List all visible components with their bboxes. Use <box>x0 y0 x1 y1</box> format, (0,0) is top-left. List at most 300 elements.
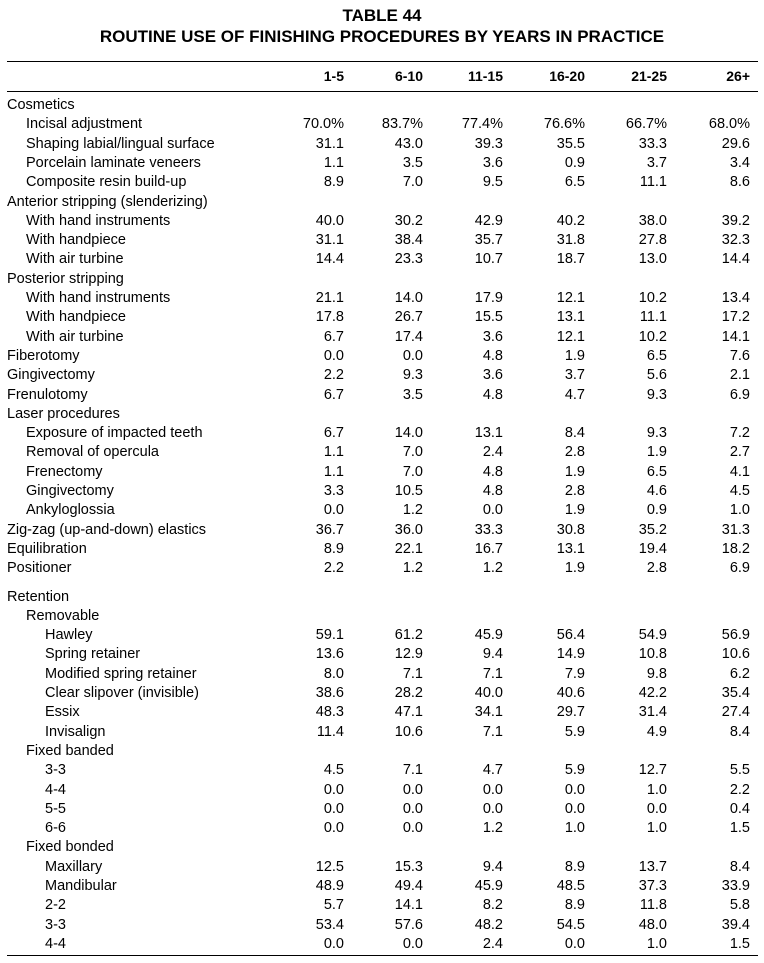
table-cell: 4.1 <box>729 463 750 480</box>
table-row <box>0 665 764 684</box>
table-row <box>0 935 764 954</box>
table-cell: 28.2 <box>394 685 423 701</box>
table-cell: 0.0 <box>323 800 344 817</box>
table-cell: 54.9 <box>638 627 667 644</box>
table-cell: 31.4 <box>638 704 667 721</box>
table-row <box>0 173 764 192</box>
table-cell: 2.2 <box>323 367 344 384</box>
table-cell: 9.8 <box>646 665 667 682</box>
table-cell: 0.0 <box>402 935 423 952</box>
table-cell: 4.5 <box>323 762 344 779</box>
table-cell: 21.1 <box>315 290 344 306</box>
table-cell: 14.0 <box>394 425 423 442</box>
table-cell: 9.3 <box>402 367 423 384</box>
table-cell: 37.3 <box>638 878 667 894</box>
table-cell: 15.5 <box>474 309 503 326</box>
table-cell: 4.7 <box>482 762 503 779</box>
table-cell: 29.7 <box>556 704 585 721</box>
table-cell: 35.2 <box>638 521 667 538</box>
table-cell: 6.7 <box>323 386 344 403</box>
table-cell: 1.0 <box>646 820 667 837</box>
table-cell: 6.9 <box>729 560 750 577</box>
table-cell: 4.8 <box>482 347 503 364</box>
table-cell: 7.1 <box>402 762 423 779</box>
table-cell: 56.9 <box>721 627 750 644</box>
table-cell: 3.5 <box>402 154 423 171</box>
table-cell: 0.0 <box>482 800 503 817</box>
row-label: Porcelain laminate veneers <box>26 154 201 171</box>
table-cell: 17.4 <box>394 328 423 345</box>
row-label: Incisal adjustment <box>26 116 143 133</box>
table-cell: 1.9 <box>564 347 585 364</box>
row-label: 5-5 <box>45 800 66 817</box>
row-label: With handpiece <box>26 232 126 249</box>
table-cell: 27.4 <box>721 704 750 721</box>
table-cell: 13.7 <box>638 858 667 875</box>
table-cell: 4.8 <box>482 463 503 480</box>
row-label: With hand instruments <box>26 212 171 229</box>
table-title: TABLE 44 <box>342 6 422 25</box>
table-cell: 7.0 <box>402 463 423 480</box>
table-cell: 48.0 <box>638 916 667 933</box>
table-row <box>0 212 764 231</box>
column-header-6-10: 6-10 <box>394 68 423 84</box>
table-cell: 9.4 <box>482 858 503 875</box>
table-cell: 12.7 <box>638 762 667 779</box>
table-row <box>0 540 764 559</box>
row-label: Ankyloglossia <box>26 502 115 519</box>
table-cell: 33.3 <box>638 135 667 152</box>
table-row <box>0 761 764 780</box>
table-cell: 7.2 <box>729 425 750 442</box>
table-cell: 13.0 <box>638 251 667 268</box>
table-cell: 3.5 <box>402 386 423 403</box>
row-label: With air turbine <box>26 251 124 268</box>
row-label: Composite resin build-up <box>26 174 187 191</box>
row-label: Essix <box>45 704 80 721</box>
table-cell: 0.0 <box>482 502 503 519</box>
table-cell: 77.4% <box>461 116 503 133</box>
column-header-21-25: 21-25 <box>631 68 667 84</box>
table-cell: 61.2 <box>394 627 423 644</box>
table-cell: 13.1 <box>556 540 585 557</box>
table-row <box>0 115 764 134</box>
table-cell: 30.8 <box>556 521 585 538</box>
table-row <box>0 443 764 462</box>
table-cell: 53.4 <box>315 916 344 933</box>
table-cell: 1.9 <box>564 502 585 519</box>
table-cell: 13.1 <box>556 309 585 326</box>
table-row <box>0 626 764 645</box>
table-cell: 5.8 <box>729 897 750 914</box>
table-cell: 0.0 <box>323 820 344 837</box>
table-cell: 0.4 <box>729 800 750 817</box>
row-label: Anterior stripping (slenderizing) <box>7 193 208 210</box>
table-cell: 70.0% <box>302 116 344 133</box>
table-cell: 4.5 <box>729 483 750 499</box>
row-label: Positioner <box>7 560 72 577</box>
table-row <box>0 154 764 173</box>
row-label: Cosmetics <box>7 97 75 113</box>
table-cell: 0.0 <box>323 502 344 519</box>
table-cell: 1.0 <box>646 781 667 798</box>
table-cell: 39.4 <box>721 916 750 933</box>
table-row <box>0 463 764 482</box>
table-cell: 0.0 <box>564 781 585 798</box>
table-cell: 3.6 <box>482 328 503 345</box>
table-cell: 31.3 <box>721 521 750 538</box>
table-cell: 10.6 <box>394 723 423 740</box>
table-cell: 32.3 <box>721 232 750 249</box>
table-cell: 2.8 <box>564 444 585 461</box>
table-cell: 45.9 <box>474 878 503 894</box>
row-label: 3-3 <box>45 762 66 779</box>
table-row <box>0 424 764 443</box>
table-cell: 7.1 <box>482 665 503 682</box>
table-cell: 1.2 <box>402 560 423 577</box>
row-label: Retention <box>7 588 70 605</box>
table-cell: 1.5 <box>729 935 750 952</box>
row-label: With hand instruments <box>26 290 171 306</box>
table-cell: 36.0 <box>394 521 423 538</box>
table-cell: 0.0 <box>646 800 667 817</box>
table-cell: 5.7 <box>323 897 344 914</box>
row-label: 6-6 <box>45 820 66 837</box>
table-cell: 8.4 <box>729 723 750 740</box>
table-row <box>0 135 764 154</box>
bottom-rule <box>7 955 758 956</box>
table-row <box>0 289 764 308</box>
table-cell: 5.6 <box>646 367 667 384</box>
row-label: Shaping labial/lingual surface <box>26 135 215 152</box>
table-cell: 31.1 <box>315 135 344 152</box>
table-cell: 1.9 <box>564 560 585 577</box>
table-cell: 17.8 <box>315 309 344 326</box>
table-cell: 47.1 <box>394 704 423 721</box>
row-label: Laser procedures <box>7 405 120 422</box>
table-row <box>0 521 764 540</box>
row-label: Zig-zag (up-and-down) elastics <box>7 521 207 538</box>
row-label: Frenulotomy <box>7 386 88 403</box>
table-cell: 18.7 <box>556 251 585 268</box>
table-cell: 29.6 <box>721 135 750 152</box>
table-cell: 1.2 <box>482 560 503 577</box>
table-cell: 2.2 <box>323 560 344 577</box>
table-cell: 0.0 <box>323 347 344 364</box>
table-cell: 18.2 <box>721 540 750 557</box>
table-row <box>0 347 764 366</box>
table-row <box>0 559 764 578</box>
table-cell: 2.8 <box>564 483 585 499</box>
table-row <box>0 838 764 857</box>
table-cell: 5.9 <box>564 762 585 779</box>
table-cell: 0.0 <box>402 781 423 798</box>
table-cell: 0.0 <box>482 781 503 798</box>
table-cell: 8.6 <box>729 174 750 191</box>
table-row <box>0 96 764 115</box>
table-row <box>0 308 764 327</box>
table-cell: 11.8 <box>639 897 667 914</box>
table-row <box>0 588 764 607</box>
table-cell: 38.6 <box>315 685 344 701</box>
table-cell: 12.5 <box>315 858 344 875</box>
table-cell: 1.2 <box>402 502 423 519</box>
row-label: Exposure of impacted teeth <box>26 425 203 442</box>
table-cell: 26.7 <box>394 309 423 326</box>
table-cell: 3.7 <box>646 154 667 171</box>
table-cell: 6.5 <box>564 174 585 191</box>
table-row <box>0 645 764 664</box>
table-cell: 2.4 <box>482 444 503 461</box>
table-cell: 0.0 <box>564 935 585 952</box>
table-row <box>0 916 764 935</box>
table-cell: 10.7 <box>474 251 503 268</box>
table-cell: 8.9 <box>564 858 585 875</box>
table-cell: 0.0 <box>564 800 585 817</box>
table-cell: 10.2 <box>638 328 667 345</box>
table-row <box>0 723 764 742</box>
table-row <box>0 781 764 800</box>
table-cell: 23.3 <box>394 251 423 268</box>
table-row <box>0 858 764 877</box>
table-cell: 6.5 <box>646 463 667 480</box>
row-label: Fixed banded <box>26 742 114 759</box>
row-label: Gingivectomy <box>7 367 95 384</box>
table-cell: 13.6 <box>315 646 344 663</box>
table-cell: 19.4 <box>638 540 667 557</box>
table-cell: 8.4 <box>729 858 750 875</box>
table-cell: 31.1 <box>315 232 344 249</box>
table-cell: 0.9 <box>564 154 585 171</box>
table-cell: 14.4 <box>315 251 344 268</box>
table-row <box>0 742 764 761</box>
row-label: Frenectomy <box>26 463 103 480</box>
row-label: Mandibular <box>45 878 117 894</box>
table-cell: 4.7 <box>564 386 585 403</box>
row-label: With air turbine <box>26 328 124 345</box>
table-cell: 11.1 <box>639 309 667 326</box>
row-label: 4-4 <box>45 935 66 952</box>
table-cell: 35.5 <box>556 135 585 152</box>
table-cell: 2.7 <box>729 444 750 461</box>
table-cell: 40.0 <box>474 685 503 701</box>
table-cell: 6.7 <box>323 425 344 442</box>
table-cell: 6.2 <box>729 665 750 682</box>
table-cell: 43.0 <box>394 135 423 152</box>
row-label: Posterior stripping <box>7 270 124 287</box>
table-cell: 39.3 <box>474 135 503 152</box>
table-cell: 9.3 <box>646 425 667 442</box>
table-row <box>0 366 764 385</box>
table-cell: 12.9 <box>394 646 423 663</box>
table-cell: 16.7 <box>474 540 503 557</box>
table-row <box>0 193 764 212</box>
table-cell: 48.2 <box>474 916 503 933</box>
table-cell: 12.1 <box>556 290 585 306</box>
table-cell: 7.9 <box>564 665 585 682</box>
table-cell: 4.8 <box>482 483 503 499</box>
table-cell: 3.4 <box>729 154 750 171</box>
row-label: 3-3 <box>45 916 66 933</box>
table-cell: 4.8 <box>482 386 503 403</box>
table-row <box>0 328 764 347</box>
table-cell: 30.2 <box>394 212 423 229</box>
table-cell: 7.1 <box>482 723 503 740</box>
table-cell: 9.5 <box>482 174 503 191</box>
table-cell: 40.0 <box>315 212 344 229</box>
table-cell: 9.4 <box>482 646 503 663</box>
table-cell: 1.2 <box>482 820 503 837</box>
table-cell: 8.0 <box>323 665 344 682</box>
table-cell: 83.7% <box>381 116 423 133</box>
table-row <box>0 231 764 250</box>
table-row <box>0 819 764 838</box>
table-cell: 22.1 <box>394 540 423 557</box>
table-cell: 3.6 <box>482 154 503 171</box>
table-cell: 17.9 <box>474 290 503 306</box>
table-cell: 8.9 <box>323 174 344 191</box>
table-cell: 76.6% <box>543 116 585 133</box>
row-label: Modified spring retainer <box>45 665 197 682</box>
table-row <box>0 684 764 703</box>
table-cell: 10.8 <box>638 646 667 663</box>
table-cell: 8.4 <box>564 425 585 442</box>
column-header-16-20: 16-20 <box>549 68 585 84</box>
table-cell: 10.5 <box>394 483 423 499</box>
table-cell: 7.0 <box>402 174 423 191</box>
column-header-26-plus: 26+ <box>726 68 750 84</box>
table-cell: 31.8 <box>556 232 585 249</box>
row-label: Fiberotomy <box>7 347 80 364</box>
table-cell: 14.9 <box>556 646 585 663</box>
table-cell: 1.0 <box>646 935 667 952</box>
row-label: Maxillary <box>45 858 103 875</box>
table-cell: 4.9 <box>646 723 667 740</box>
table-cell: 5.5 <box>729 762 750 779</box>
table-cell: 35.7 <box>474 232 503 249</box>
table-cell: 57.6 <box>394 916 423 933</box>
table-cell: 10.6 <box>721 646 750 663</box>
column-header-11-15: 11-15 <box>467 68 503 84</box>
table-cell: 6.9 <box>729 386 750 403</box>
row-label: 2-2 <box>45 897 66 914</box>
table-cell: 1.1 <box>323 154 344 171</box>
table-cell: 35.4 <box>721 685 750 701</box>
table-row <box>0 896 764 915</box>
table-cell: 10.2 <box>638 290 667 306</box>
table-cell: 38.4 <box>394 232 423 249</box>
table-subtitle: ROUTINE USE OF FINISHING PROCEDURES BY YEARS IN PRACTICE <box>99 27 665 46</box>
table-cell: 39.2 <box>721 212 750 229</box>
table-cell: 1.1 <box>323 444 344 461</box>
table-cell: 40.2 <box>556 212 585 229</box>
table-cell: 14.4 <box>721 251 750 268</box>
table-cell: 3.6 <box>482 367 503 384</box>
table-row <box>0 405 764 424</box>
table-cell: 56.4 <box>556 627 585 644</box>
table-cell: 0.9 <box>646 502 667 519</box>
table-cell: 48.9 <box>315 878 344 894</box>
column-header-1-5: 1-5 <box>323 68 344 84</box>
table-cell: 59.1 <box>315 627 344 644</box>
table-row <box>0 501 764 520</box>
row-label: Hawley <box>45 627 93 644</box>
table-cell: 2.4 <box>482 935 503 952</box>
table-cell: 33.9 <box>721 878 750 894</box>
table-cell: 2.8 <box>646 560 667 577</box>
table-cell: 38.0 <box>638 212 667 229</box>
table-row <box>0 270 764 289</box>
table-cell: 12.1 <box>556 328 585 345</box>
table-cell: 6.7 <box>323 328 344 345</box>
table-cell: 0.0 <box>402 347 423 364</box>
table-cell: 11.1 <box>639 174 667 191</box>
table-cell: 66.7% <box>625 116 667 133</box>
table-cell: 9.3 <box>646 386 667 403</box>
row-label: Gingivectomy <box>26 483 114 499</box>
table-cell: 14.1 <box>721 328 750 345</box>
table-cell: 6.5 <box>646 347 667 364</box>
table-cell: 1.9 <box>646 444 667 461</box>
row-label: Removal of opercula <box>26 444 159 461</box>
table-cell: 1.0 <box>564 820 585 837</box>
table-cell: 33.3 <box>474 521 503 538</box>
table-row <box>0 703 764 722</box>
table-row <box>0 800 764 819</box>
table-cell: 11.4 <box>316 723 344 740</box>
table-cell: 2.2 <box>729 781 750 798</box>
table-cell: 8.2 <box>482 897 503 914</box>
table-cell: 13.4 <box>721 290 750 306</box>
table-cell: 7.0 <box>402 444 423 461</box>
table-cell: 54.5 <box>556 916 585 933</box>
row-label: Spring retainer <box>45 646 141 663</box>
table-row <box>0 607 764 626</box>
table-cell: 3.3 <box>323 483 344 499</box>
table-cell: 8.9 <box>323 540 344 557</box>
table-cell: 7.6 <box>729 347 750 364</box>
table-cell: 0.0 <box>402 820 423 837</box>
table-cell: 36.7 <box>315 521 344 538</box>
table-cell: 14.1 <box>394 897 423 914</box>
table-cell: 2.1 <box>729 367 750 384</box>
table-cell: 0.0 <box>402 800 423 817</box>
table-cell: 0.0 <box>323 935 344 952</box>
table-cell: 40.6 <box>556 685 585 701</box>
table-row <box>0 877 764 896</box>
table-cell: 42.2 <box>638 685 667 701</box>
table-row <box>0 386 764 405</box>
table-cell: 1.0 <box>729 502 750 519</box>
table-row <box>0 482 764 501</box>
table-cell: 1.5 <box>729 820 750 837</box>
table-cell: 8.9 <box>564 897 585 914</box>
table-cell: 1.1 <box>323 463 344 480</box>
table-cell: 48.3 <box>315 704 344 721</box>
row-label: Fixed bonded <box>26 839 114 856</box>
table-cell: 4.6 <box>646 483 667 499</box>
row-label: 4-4 <box>45 781 66 798</box>
table-cell: 13.1 <box>474 425 503 442</box>
table-cell: 17.2 <box>721 309 750 326</box>
table-cell: 27.8 <box>638 232 667 249</box>
table-cell: 68.0% <box>708 116 750 133</box>
table-cell: 45.9 <box>474 627 503 644</box>
table-cell: 14.0 <box>394 290 423 306</box>
table-cell: 7.1 <box>402 665 423 682</box>
table-cell: 15.3 <box>394 858 423 875</box>
row-label: Invisalign <box>45 723 106 740</box>
